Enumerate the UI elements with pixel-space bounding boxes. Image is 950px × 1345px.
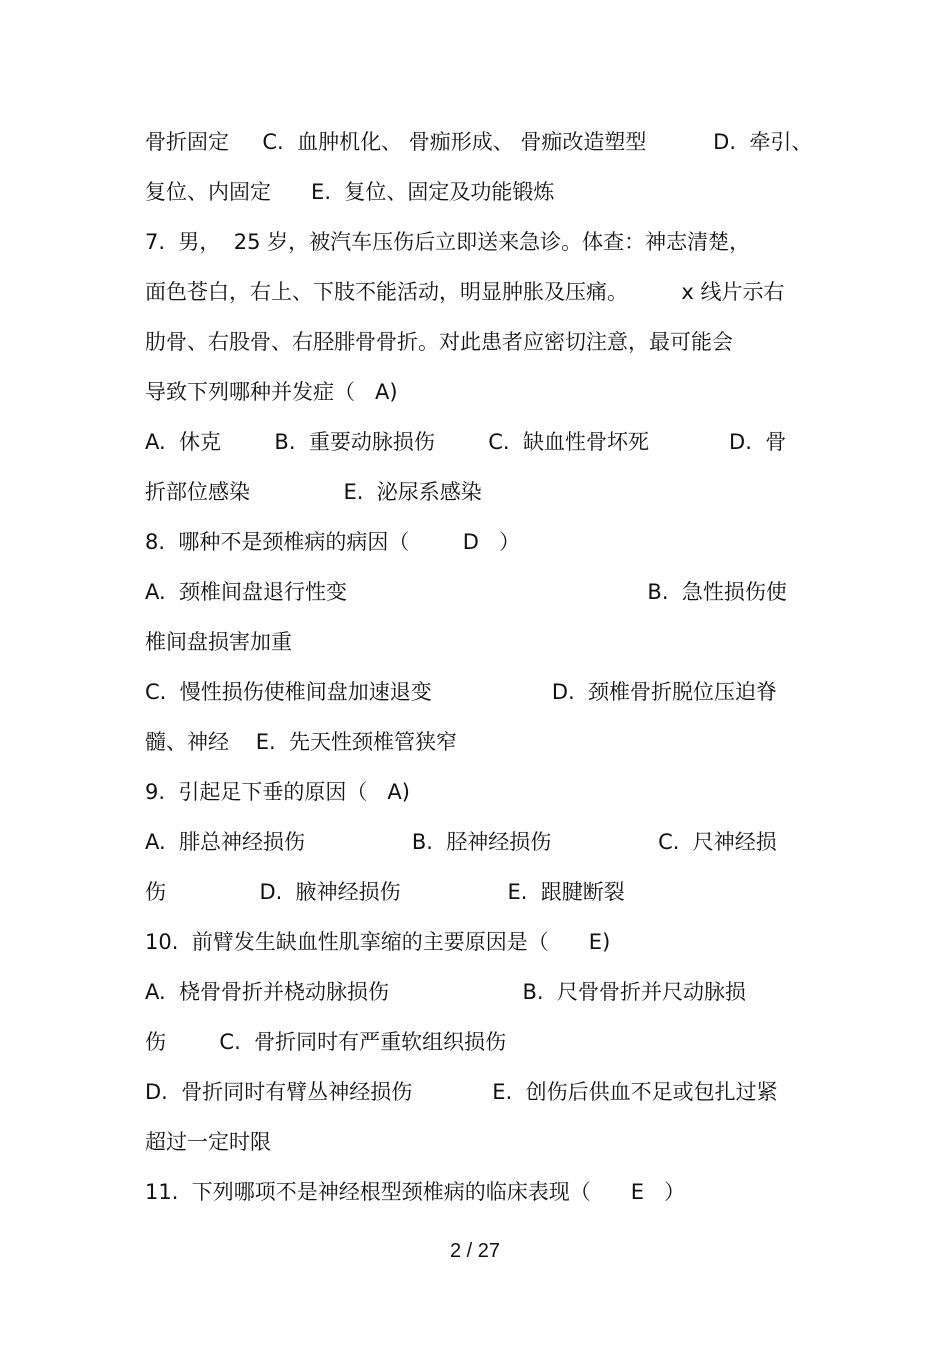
text-line: 10. 前臂发生缺血性肌挛缩的主要原因是（ E) (145, 930, 611, 954)
text-line: 肋骨、右股骨、右胫腓骨骨折。对此患者应密切注意，最可能会 (145, 330, 733, 354)
text-line: 超过一定时限 (145, 1130, 271, 1154)
text-line: A. 桡骨骨折并桡动脉损伤 B. 尺骨骨折并尺动脉损 (145, 980, 746, 1004)
text-line: 椎间盘损害加重 (145, 630, 292, 654)
text-line: 11. 下列哪项不是神经根型颈椎病的临床表现（ E ） (145, 1180, 686, 1204)
text-line: 骨折固定 C. 血肿机化、 骨痂形成、 骨痂改造塑型 D. 牵引、 (145, 130, 813, 154)
text-line: 折部位感染 E. 泌尿系感染 (145, 480, 482, 504)
text-line: A. 腓总神经损伤 B. 胫神经损伤 C. 尺神经损 (145, 830, 777, 854)
text-line: 伤 D. 腋神经损伤 E. 跟腱断裂 (145, 880, 625, 904)
text-line: D. 骨折同时有臂丛神经损伤 E. 创伤后供血不足或包扎过紧 (145, 1080, 778, 1104)
text-line: 9. 引起足下垂的原因（ A) (145, 780, 410, 804)
page-number: 2 / 27 (449, 1240, 501, 1262)
text-line: 7. 男， 25 岁，被汽车压伤后立即送来急诊。体查：神志清楚， (145, 230, 751, 254)
text-line: 导致下列哪种并发症（ A) (145, 380, 398, 404)
text-line: 面色苍白，右上、下肢不能活动，明显肿胀及压痛。 x 线片示右 (145, 280, 785, 304)
text-line: 复位、内固定 E. 复位、固定及功能锻炼 (145, 180, 555, 204)
text-line: C. 慢性损伤使椎间盘加速退变 D. 颈椎骨折脱位压迫脊 (145, 680, 778, 704)
text-line: A. 休克 B. 重要动脉损伤 C. 缺血性骨坏死 D. 骨 (145, 430, 787, 454)
text-line: 伤 C. 骨折同时有严重软组织损伤 (145, 1030, 507, 1054)
text-line: 髓、神经 E. 先天性颈椎管狭窄 (145, 730, 457, 754)
text-line: 8. 哪种不是颈椎病的病因（ D ） (145, 530, 520, 554)
text-line: A. 颈椎间盘退行性变 B. 急性损伤使 (145, 580, 787, 604)
